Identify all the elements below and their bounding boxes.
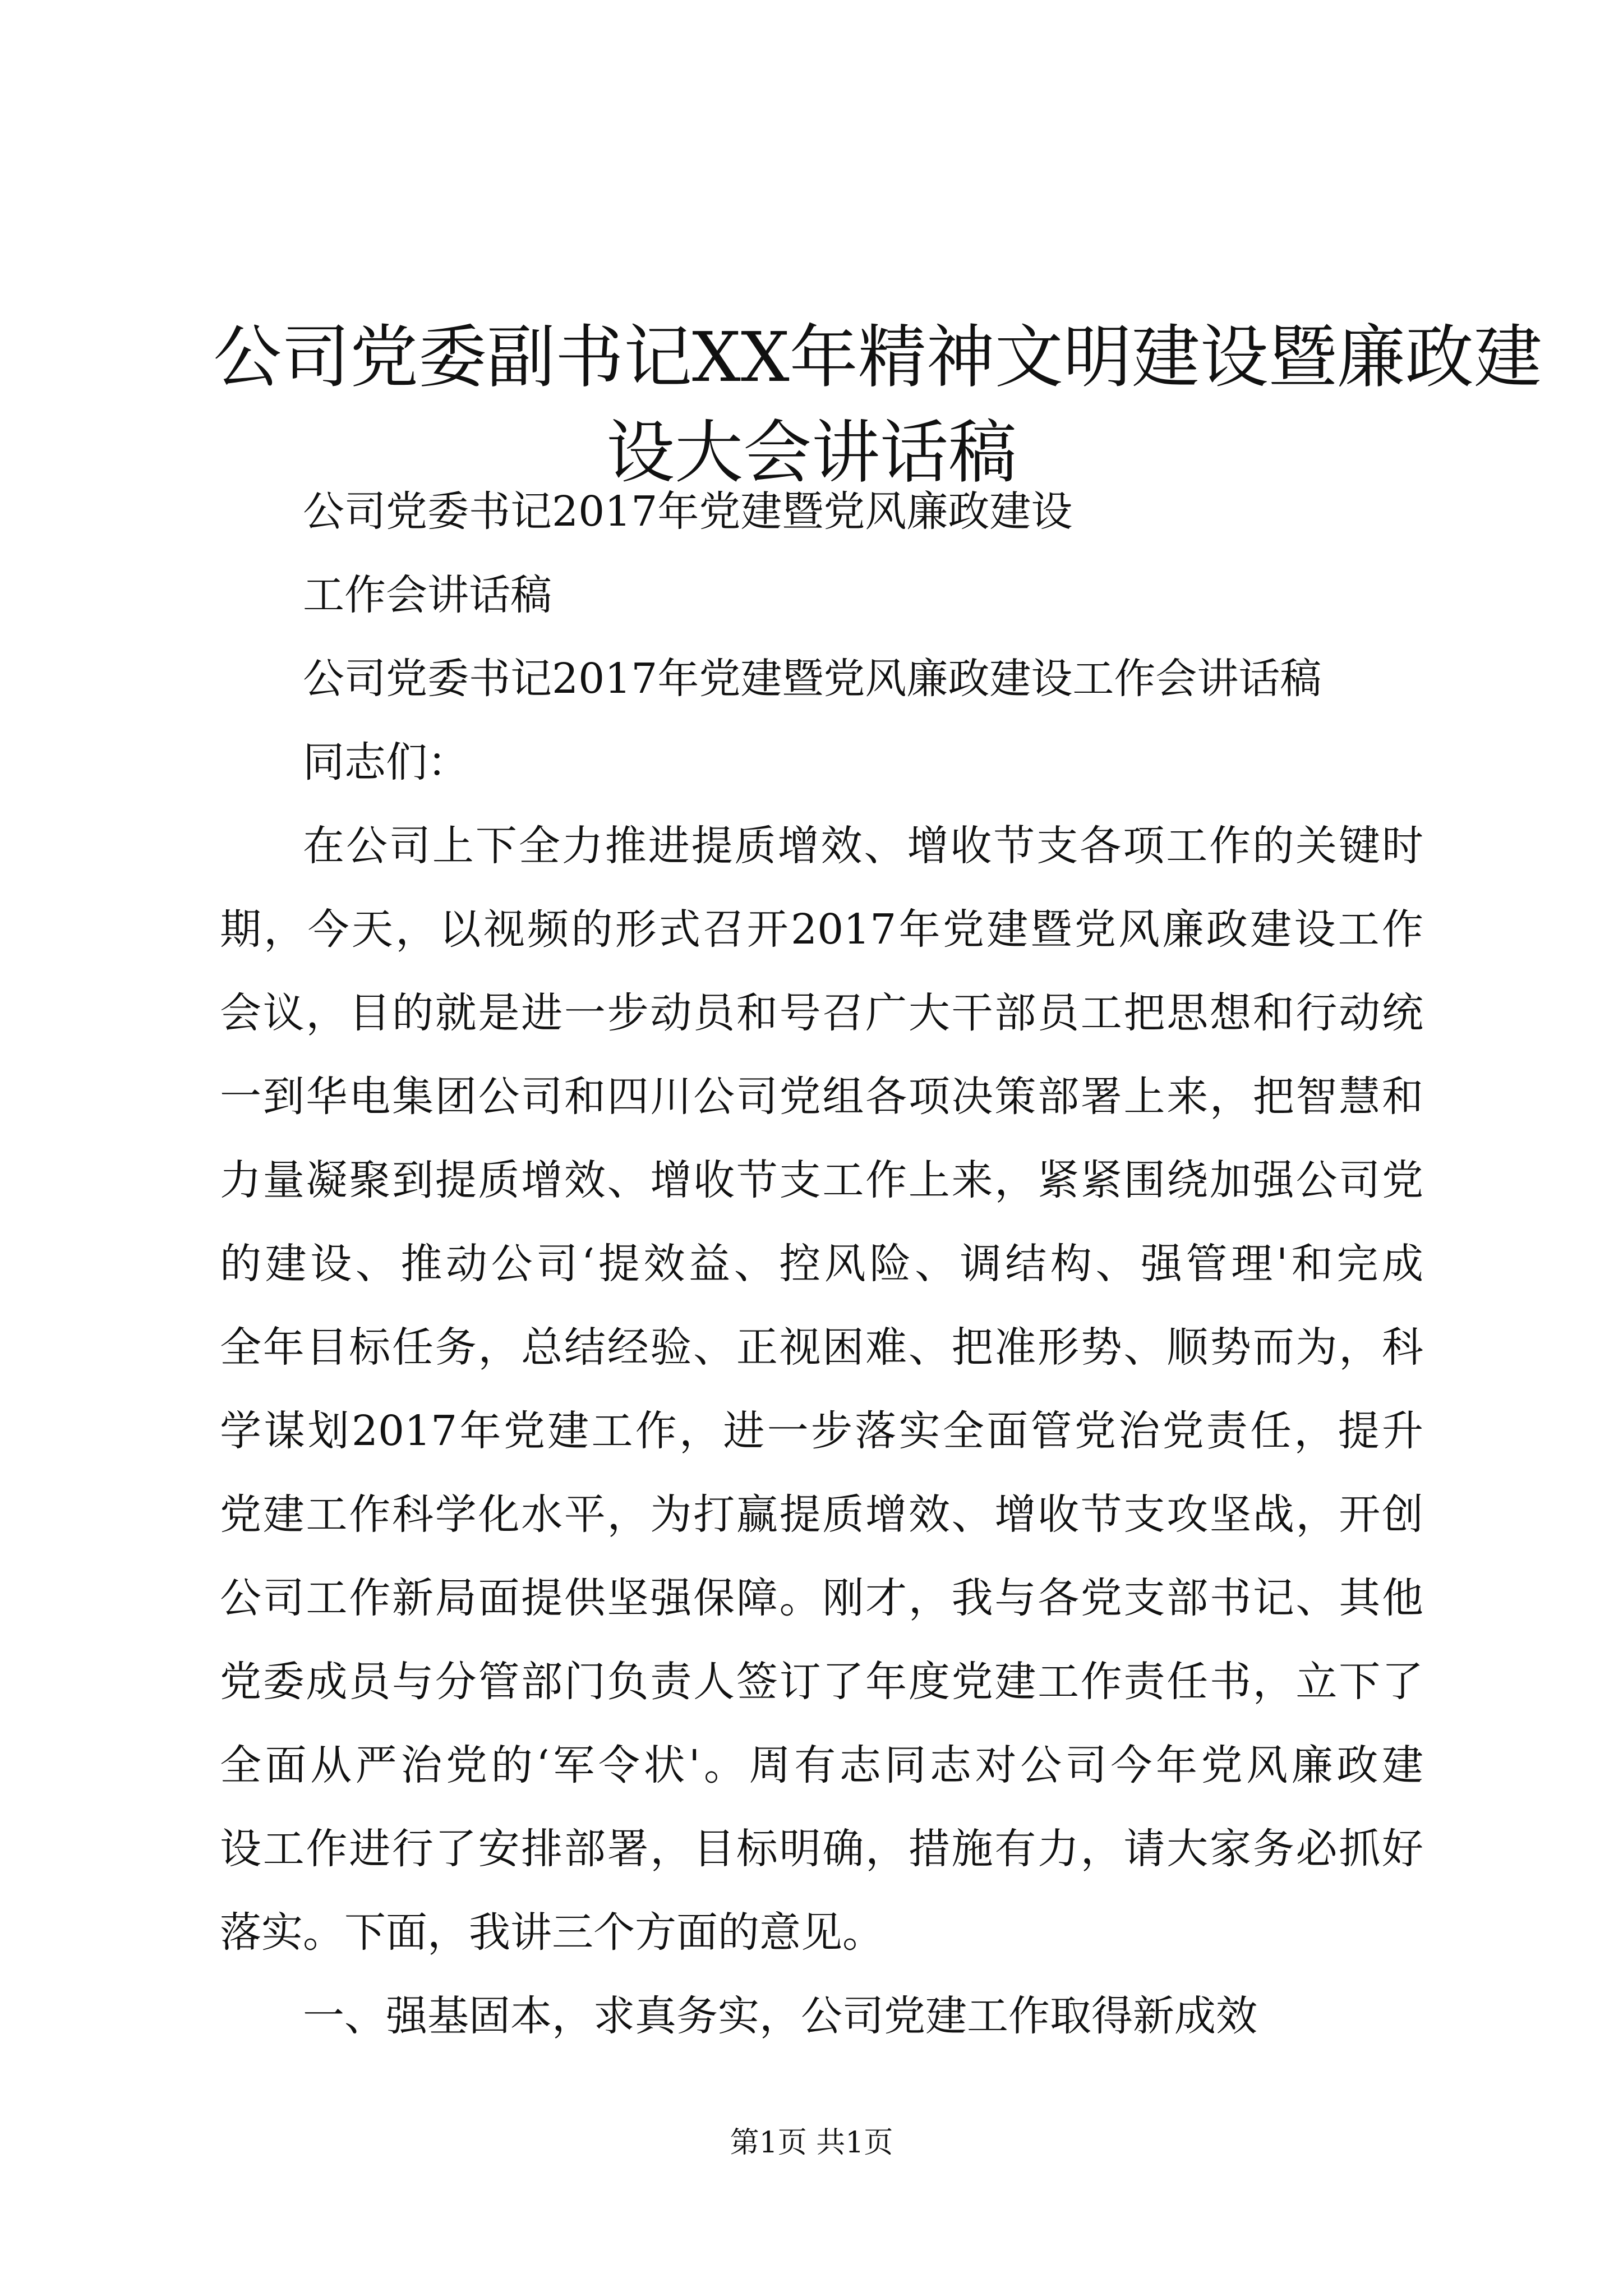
section-heading: 一、强基固本，求真务实，公司党建工作取得新成效 bbox=[303, 1992, 1257, 2040]
body-line: 公司党委书记2017年党建暨党风廉政建设 bbox=[303, 487, 1073, 536]
body-line: 在公司上下全力推进提质增效、增收节支各项工作的关键时 bbox=[303, 822, 1423, 870]
page-footer: 第1页 共1页 bbox=[730, 2126, 893, 2160]
title-line-2: 设大会讲话稿 bbox=[606, 412, 1017, 493]
body-line: 会议，目的就是进一步动员和号召广大干部员工把思想和行动统 bbox=[220, 989, 1423, 1037]
document-body bbox=[220, 470, 1423, 2058]
body-line: 一到华电集团公司和四川公司党组各项决策部署上来，把智慧和 bbox=[220, 1073, 1423, 1121]
body-line: 党委成员与分管部门负责人签订了年度党建工作责任书，立下了 bbox=[220, 1658, 1423, 1706]
body-line: 期，今天，以视频的形式召开2017年党建暨党风廉政建设工作 bbox=[220, 905, 1423, 954]
body-line: 工作会讲话稿 bbox=[303, 571, 552, 619]
body-line: 的建设、推动公司‘提效益、控风险、调结构、强管理'和完成 bbox=[220, 1240, 1423, 1288]
body-line: 设工作进行了安排部署，目标明确，措施有力，请大家务必抓好 bbox=[220, 1825, 1423, 1873]
body-line: 同志们： bbox=[303, 738, 469, 786]
body-line: 全面从严治党的‘军令状'。周有志同志对公司今年党风廉政建 bbox=[220, 1741, 1423, 1789]
body-line: 公司党委书记2017年党建暨党风廉政建设工作会讲话稿 bbox=[303, 655, 1322, 703]
body-line: 学谋划2017年党建工作，进一步落实全面管党治党责任，提升 bbox=[220, 1407, 1423, 1455]
body-line: 公司工作新局面提供坚强保障。刚才，我与各党支部书记、其他 bbox=[220, 1574, 1423, 1622]
body-line: 党建工作科学化水平，为打赢提质增效、增收节支攻坚战，开创 bbox=[220, 1490, 1423, 1539]
body-line: 力量凝聚到提质增效、增收节支工作上来，紧紧围绕加强公司党 bbox=[220, 1156, 1423, 1204]
body-line: 全年目标任务，总结经验、正视困难、把准形势、顺势而为，科 bbox=[220, 1323, 1423, 1372]
title-line-1: 公司党委副书记XX年精神文明建设暨廉政建 bbox=[213, 317, 1542, 397]
body-line: 落实。下面，我讲三个方面的意见。 bbox=[220, 1908, 884, 1957]
